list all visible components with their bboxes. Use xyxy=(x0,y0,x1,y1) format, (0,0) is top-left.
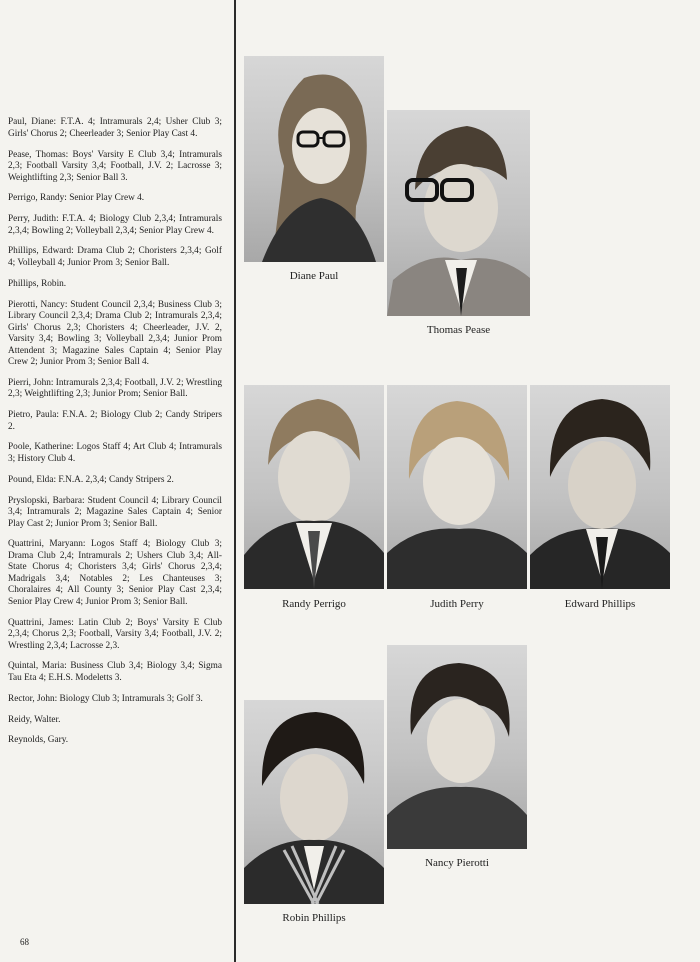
caption-thomas-pease: Thomas Pease xyxy=(426,324,491,336)
entry-pierri-john: Pierri, John: Intramurals 2,3,4; Football, J.V. 2; Wrestling 2,3; Weightlifting 2,3; Junior Prom; Senior Ball. xyxy=(8,377,222,400)
entry-reidy-walter: Reidy, Walter. xyxy=(8,714,61,725)
entry-quattrini-maryann: Quattrini, Maryann: Logos Staff 4; Biology Club 3; Drama Club 2,4; Intramurals 2; Ushers Club 3,4; All-State Chorus 4; Choristers 3,4; Girls' Chorus 2,3,4; Madrigals 3,4; Notables 2; Les Chanteuses 3; Choralaires 4; All County 3; Senior Play Cast 2,3,4; Senior Play Crew 4; Junior Prom 3; Senior Ball. xyxy=(8,539,222,607)
caption-diane-paul: Diane Paul xyxy=(289,270,339,282)
entry-quintal-maria: Quintal, Maria: Business Club 3,4; Biology 3,4; Sigma Tau Eta 4; E.H.S. Modeletts 3. xyxy=(8,661,222,683)
caption-randy-perrigo: Randy Perrigo xyxy=(282,598,346,610)
entry-reynolds-gary: Reynolds, Gary. xyxy=(8,735,69,746)
page-number: 68 xyxy=(20,937,29,947)
entry-perrigo-randy: Perrigo, Randy: Senior Play Crew 4. xyxy=(8,193,145,204)
entry-phillips-edward: Phillips, Edward: Drama Club 2; Choristers 2,3,4; Golf 4; Volleyball 4; Junior Prom 3; Senior Ball. xyxy=(8,246,222,268)
portrait-randy-perrigo xyxy=(244,385,384,589)
portrait-nancy-pierotti xyxy=(387,645,527,849)
entry-quattrini-james: Quattrini, James: Latin Club 2; Boys' Varsity E Club 2,3,4; Chorus 2,3; Football, Varsity 3,4; Football, J.V. 2; Wrestling 2,3,4; Lacrosse 2,3. xyxy=(8,617,222,651)
entry-paul-diane: Paul, Diane: F.T.A. 4; Intramurals 2,4; Usher Club 3; Girls' Chorus 2; Cheerleader 3; Senior Play Cast 4. xyxy=(8,117,222,139)
entry-pierotti-nancy: Pierotti, Nancy: Student Council 2,3,4; Business Club 3; Library Council 2,3,4; Drama Club 2; Intramurals 2,3,4; Girls' Chorus 2,3; Choristers 4; Cheerleader, J.V. 2, Varsity 3,4; Bowling 3; Volleyball 2,3,4; Junior Prom Attendent 3; Magazine Sales Captain 4; Senior Play Crew 2; Junior Prom 3; Senior Ball 4. xyxy=(8,299,222,368)
portrait-diane-paul xyxy=(244,56,384,262)
entry-pound-elda: Pound, Elda: F.N.A. 2,3,4; Candy Stripers 2. xyxy=(8,474,174,485)
caption-nancy-pierotti: Nancy Pierotti xyxy=(425,857,489,869)
entry-phillips-robin: Phillips, Robin. xyxy=(8,278,67,289)
entry-poole-katherine: Poole, Katherine: Logos Staff 4; Art Club 4; Intramurals 3; History Club 4. xyxy=(8,442,222,464)
entry-rector-john: Rector, John: Biology Club 3; Intramurals 3; Golf 3. xyxy=(8,693,203,704)
entry-pryslopski-barbara: Pryslopski, Barbara: Student Council 4; Library Council 3,4; Intramurals 2; Magazine Sales Captain 4; Senior Play Cast 2; Junior Prom 3; Senior Ball. xyxy=(8,495,222,529)
portrait-robin-phillips xyxy=(244,700,384,904)
student-activity-list xyxy=(8,108,222,756)
portrait-judith-perry xyxy=(387,385,527,589)
caption-judith-perry: Judith Perry xyxy=(430,598,484,610)
portrait-thomas-pease xyxy=(387,110,530,316)
entry-pietro-paula: Pietro, Paula: F.N.A. 2; Biology Club 2; Candy Stripers 2. xyxy=(8,410,222,432)
portrait-edward-phillips xyxy=(530,385,670,589)
column-divider xyxy=(234,0,236,962)
caption-robin-phillips: Robin Phillips xyxy=(282,912,346,924)
caption-edward-phillips: Edward Phillips xyxy=(564,598,636,610)
entry-perry-judith: Perry, Judith: F.T.A. 4; Biology Club 2,3,4; Intramurals 2,3,4; Bowling 2; Volleyball 2,3,4; Senior Play Crew 4. xyxy=(8,214,222,236)
entry-pease-thomas: Pease, Thomas: Boys' Varsity E Club 3,4; Intramurals 2,3; Football Varsity 3,4; Football, J.V. 2; Lacrosse 3; Weightlifting 2,3; Senior Ball 3. xyxy=(8,149,222,183)
